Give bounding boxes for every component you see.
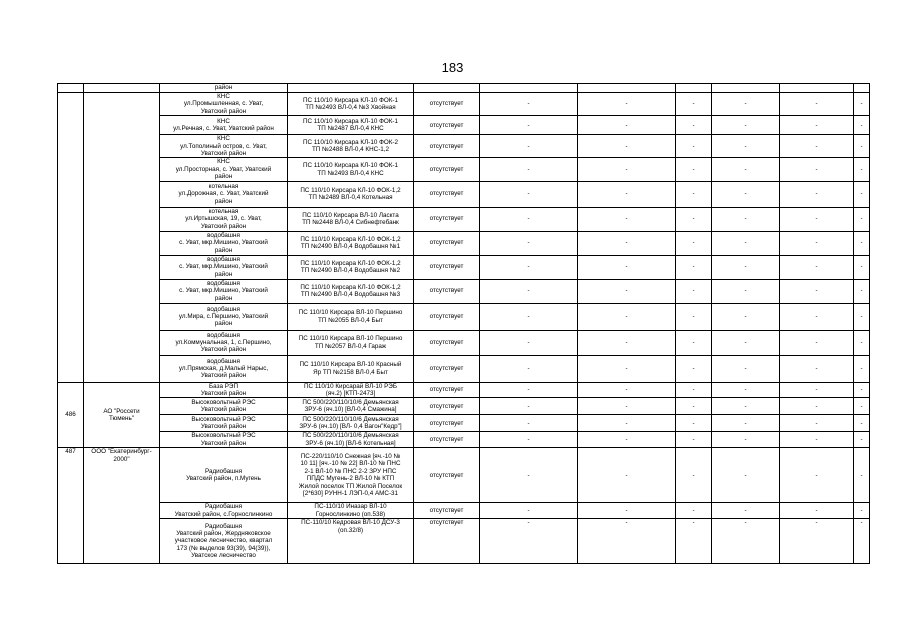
dash-cell: - [780, 519, 854, 564]
dash-cell: - [480, 503, 578, 519]
status-cell: отсутствует [414, 135, 480, 158]
dash-cell: - [578, 93, 676, 116]
dash-cell: - [676, 415, 712, 432]
dash-cell: - [578, 181, 676, 207]
dash-cell: - [676, 355, 712, 382]
object-cell: Радиобашня Уватский район, Жердняковское участковое лесничество, квартал 173 (№ выделов 93(39), 94(39)), Уватское лесничество [160, 519, 288, 564]
dash-cell: - [854, 355, 870, 382]
dash-cell: - [578, 355, 676, 382]
dash-cell: - [676, 503, 712, 519]
dash-cell: - [712, 503, 780, 519]
dash-cell: - [578, 279, 676, 303]
dash-cell: - [578, 135, 676, 158]
dash-cell: - [780, 181, 854, 207]
dash-cell: - [780, 116, 854, 135]
dash-cell: - [578, 231, 676, 255]
dash-cell: - [854, 330, 870, 355]
dash-cell: - [712, 255, 780, 279]
dash-cell: - [712, 432, 780, 448]
organization-cell: ООО "Екатеринбург- 2000" [84, 448, 160, 564]
dash-cell: - [676, 116, 712, 135]
object-cell: Радиобашня Уватский район, п.Мугень [160, 448, 288, 503]
dash-cell: - [676, 519, 712, 564]
table-row [58, 303, 870, 330]
header-strip-row [58, 84, 870, 93]
dash-cell: - [780, 231, 854, 255]
dash-cell: - [578, 448, 676, 503]
dash-cell: - [854, 382, 870, 398]
dash-cell: - [712, 330, 780, 355]
status-cell: отсутствует [414, 93, 480, 116]
header-strip-cell [676, 84, 712, 93]
dash-cell: - [578, 503, 676, 519]
header-strip-cell [58, 84, 84, 93]
dash-cell: - [854, 207, 870, 231]
dash-cell: - [712, 279, 780, 303]
dash-cell: - [676, 303, 712, 330]
dash-cell: - [480, 303, 578, 330]
table-row [58, 207, 870, 231]
table-row [58, 448, 870, 503]
header-strip-cell [712, 84, 780, 93]
table-row [58, 255, 870, 279]
status-cell: отсутствует [414, 330, 480, 355]
table-row [58, 279, 870, 303]
status-cell: отсутствует [414, 432, 480, 448]
dash-cell: - [578, 255, 676, 279]
dash-cell: - [480, 432, 578, 448]
power-source-cell: ПС 110/10 Кирсара КЛ-10 ФОК-1,2 ТП №2490 ВЛ-0,4 Водобашня №3 [288, 279, 414, 303]
dash-cell: - [780, 207, 854, 231]
dash-cell: - [676, 231, 712, 255]
status-cell: отсутствует [414, 181, 480, 207]
object-cell: водобашня с. Уват, мкр.Мишино, Уватский район [160, 255, 288, 279]
power-source-cell: ПС 110/10 Кирсара ВЛ-10 Красный Яр ТП №2158 ВЛ-0,4 Быт [288, 355, 414, 382]
dash-cell: - [780, 355, 854, 382]
dash-cell: - [578, 207, 676, 231]
status-cell: отсутствует [414, 382, 480, 398]
dash-cell: - [854, 93, 870, 116]
dash-cell: - [578, 398, 676, 415]
table-row [58, 330, 870, 355]
power-source-cell: ПС 110/10 Кирсара КЛ-10 ФОК-1 ТП №2493 ВЛ-0,4 №3 Хвойная [288, 93, 414, 116]
object-cell: водобашня ул.Мира, с.Першино, Уватский район [160, 303, 288, 330]
dash-cell: - [712, 135, 780, 158]
table-row [58, 398, 870, 415]
power-source-cell: ПС 110/10 Кирсара КЛ-10 ФОК-2 ТП №2488 ВЛ-0,4 КНС-1,2 [288, 135, 414, 158]
table-row [58, 158, 870, 181]
dash-cell: - [780, 279, 854, 303]
power-source-cell: ПС 110/10 Кирсара КЛ-10 ФОК-1,2 ТП №2490 ВЛ-0,4 Водобашня №2 [288, 255, 414, 279]
dash-cell: - [712, 519, 780, 564]
power-source-cell: ПС 110/10 Кирсарай ВЛ-10 РЭБ (яч.2) [КТП-2473] [288, 382, 414, 398]
dash-cell: - [480, 330, 578, 355]
object-cell: КНС ул.Тополиный остров, с. Уват, Уватский район [160, 135, 288, 158]
table-row [58, 135, 870, 158]
dash-cell: - [780, 158, 854, 181]
dash-cell: - [480, 158, 578, 181]
row-number-cell [58, 93, 84, 383]
dash-cell: - [854, 135, 870, 158]
status-cell: отсутствует [414, 448, 480, 503]
header-strip-cell [780, 84, 854, 93]
dash-cell: - [854, 398, 870, 415]
status-cell: отсутствует [414, 303, 480, 330]
dash-cell: - [676, 93, 712, 116]
power-source-cell: ПС 110/10 Кирсара ВЛ-10 Першино ТП №2057 ВЛ-0,4 Гараж [288, 330, 414, 355]
status-cell: отсутствует [414, 255, 480, 279]
dash-cell: - [480, 181, 578, 207]
dash-cell: - [712, 158, 780, 181]
header-strip-cell: район [160, 84, 288, 93]
table-row [58, 503, 870, 519]
row-number-cell: 487 [58, 448, 84, 564]
status-cell: отсутствует [414, 415, 480, 432]
object-cell: КНС ул.Речная, с. Уват, Уватский район [160, 116, 288, 135]
dash-cell: - [712, 231, 780, 255]
dash-cell: - [578, 519, 676, 564]
dash-cell: - [712, 415, 780, 432]
dash-cell: - [676, 330, 712, 355]
dash-cell: - [578, 382, 676, 398]
status-cell: отсутствует [414, 158, 480, 181]
dash-cell: - [676, 398, 712, 415]
dash-cell: - [854, 503, 870, 519]
object-cell: котельная ул.Иртышская, 19, с. Уват, Уватский район [160, 207, 288, 231]
object-cell: КНС ул.Промышленная, с. Уват, Уватский район [160, 93, 288, 116]
dash-cell: - [712, 355, 780, 382]
dash-cell: - [780, 503, 854, 519]
object-cell: котельная ул.Дорожная, с. Уват, Уватский район [160, 181, 288, 207]
status-cell: отсутствует [414, 231, 480, 255]
header-strip-cell [414, 84, 480, 93]
power-source-cell: ПС 500/220/110/10/6 Демьянская ЗРУ-6 (яч.10) [ВЛ-0,4 Смажина] [288, 398, 414, 415]
dash-cell: - [780, 135, 854, 158]
dash-cell: - [854, 158, 870, 181]
status-cell: отсутствует [414, 279, 480, 303]
table-row [58, 432, 870, 448]
dash-cell: - [676, 181, 712, 207]
organization-cell [84, 93, 160, 383]
dash-cell: - [854, 116, 870, 135]
status-cell: отсутствует [414, 519, 480, 564]
dash-cell: - [712, 93, 780, 116]
page-number: 183 [441, 60, 464, 75]
table-row [58, 231, 870, 255]
dash-cell: - [480, 279, 578, 303]
table-row [58, 355, 870, 382]
dash-cell: - [712, 116, 780, 135]
object-cell: водобашня ул.Коммунальная, 1, с.Першино, Уватский район [160, 330, 288, 355]
dash-cell: - [854, 231, 870, 255]
document-table [57, 83, 870, 564]
dash-cell: - [480, 116, 578, 135]
power-source-cell: ПС 110/10 Кирсара ВЛ-10 Ласкта ТП №2448 ВЛ-0,4 Сибнефтебанк [288, 207, 414, 231]
power-source-cell: ПС 110/10 Кирсара КЛ-10 ФОК-1,2 ТП №2489 ВЛ-0,4 Котельная [288, 181, 414, 207]
dash-cell: - [854, 448, 870, 503]
dash-cell: - [676, 158, 712, 181]
object-cell: КНС ул.Просторная, с. Уват, Уватский район [160, 158, 288, 181]
power-source-cell: ПС 500/220/110/10/6 Демьянская ЗРУ-6 (яч.10) [ВЛ-6 Котельная] [288, 432, 414, 448]
dash-cell: - [854, 519, 870, 564]
header-strip-cell [288, 84, 414, 93]
header-strip-cell [480, 84, 578, 93]
dash-cell: - [854, 415, 870, 432]
dash-cell: - [480, 255, 578, 279]
power-source-cell: ПС-110/10 Иназар ВЛ-10 Горнослинкино (оп.538) [288, 503, 414, 519]
power-source-cell: ПС 110/10 Кирсара ВЛ-10 Першино ТП №2055 ВЛ-0,4 Быт [288, 303, 414, 330]
object-cell: водобашня с. Уват, мкр.Мишино, Уватский район [160, 279, 288, 303]
dash-cell: - [854, 255, 870, 279]
dash-cell: - [480, 382, 578, 398]
dash-cell: - [480, 93, 578, 116]
dash-cell: - [712, 398, 780, 415]
dash-cell: - [854, 279, 870, 303]
table-row [58, 93, 870, 116]
dash-cell: - [676, 135, 712, 158]
dash-cell: - [480, 519, 578, 564]
dash-cell: - [480, 207, 578, 231]
dash-cell: - [480, 398, 578, 415]
dash-cell: - [780, 398, 854, 415]
table-body [58, 84, 870, 564]
object-cell: Высоковольтный РЭС Уватский район [160, 415, 288, 432]
dash-cell: - [712, 207, 780, 231]
dash-cell: - [578, 415, 676, 432]
table-row [58, 382, 870, 398]
power-source-cell: ПС-220/110/10 Снежная [яч.-10 № 10 11] [яч.-10 № 22] ВЛ-10 № ПНС 2-1 ВЛ-10 № ПНС 2-2 ЗРУ НПС ППДС Мугень-2 ВЛ-10 № КТП Жилой поселок ТП Жилой Поселок [2*630] РУНН-1 ЛЭП-0,4 АМС-31 [288, 448, 414, 503]
object-cell: База РЭП Уватский район [160, 382, 288, 398]
power-source-cell: ПС-110/10 Кедровая ВЛ-10 ДСУ-3 (оп.32/8) [288, 519, 414, 564]
dash-cell: - [780, 448, 854, 503]
table-row [58, 116, 870, 135]
header-strip-cell [578, 84, 676, 93]
status-cell: отсутствует [414, 398, 480, 415]
dash-cell: - [578, 158, 676, 181]
dash-cell: - [676, 432, 712, 448]
object-cell: водобашня ул.Прямская, д.Малый Нарыс, Уватский район [160, 355, 288, 382]
dash-cell: - [854, 303, 870, 330]
dash-cell: - [854, 432, 870, 448]
dash-cell: - [480, 135, 578, 158]
status-cell: отсутствует [414, 207, 480, 231]
dash-cell: - [578, 116, 676, 135]
object-cell: водобашня с. Уват, мкр.Мишино, Уватский район [160, 231, 288, 255]
dash-cell: - [712, 181, 780, 207]
dash-cell: - [480, 448, 578, 503]
dash-cell: - [780, 330, 854, 355]
dash-cell: - [676, 448, 712, 503]
dash-cell: - [780, 93, 854, 116]
dash-cell: - [854, 181, 870, 207]
row-number-cell: 486 [58, 382, 84, 448]
dash-cell: - [712, 382, 780, 398]
dash-cell: - [780, 255, 854, 279]
power-source-cell: ПС 110/10 Кирсара КЛ-10 ФОК-1 ТП №2487 ВЛ-0,4 КНС [288, 116, 414, 135]
dash-cell: - [780, 432, 854, 448]
header-strip-cell [84, 84, 160, 93]
dash-cell: - [676, 255, 712, 279]
dash-cell: - [480, 231, 578, 255]
header-strip-cell [854, 84, 870, 93]
dash-cell: - [676, 382, 712, 398]
dash-cell: - [480, 355, 578, 382]
dash-cell: - [676, 279, 712, 303]
object-cell: Высоковольтный РЭС Уватский район [160, 432, 288, 448]
dash-cell: - [676, 207, 712, 231]
power-source-cell: ПС 110/10 Кирсара КЛ-10 ФОК-1 ТП №2493 ВЛ-0,4 КНС [288, 158, 414, 181]
status-cell: отсутствует [414, 355, 480, 382]
status-cell: отсутствует [414, 503, 480, 519]
dash-cell: - [578, 432, 676, 448]
power-source-cell: ПС 110/10 Кирсара КЛ-10 ФОК-1,2 ТП №2490 ВЛ-0,4 Водобашня №1 [288, 231, 414, 255]
organization-cell: АО "Россети Тюмень" [84, 382, 160, 448]
object-cell: Высоковольтный РЭС Уватский район [160, 398, 288, 415]
dash-cell: - [780, 382, 854, 398]
dash-cell: - [712, 448, 780, 503]
status-cell: отсутствует [414, 116, 480, 135]
table-row [58, 181, 870, 207]
dash-cell: - [578, 303, 676, 330]
dash-cell: - [780, 415, 854, 432]
dash-cell: - [578, 330, 676, 355]
dash-cell: - [480, 415, 578, 432]
power-source-cell: ПС 500/220/110/10/6 Демьянская ЗРУ-6 (яч.10) [ВЛ- 0,4 Вагон"Кедр"] [288, 415, 414, 432]
dash-cell: - [712, 303, 780, 330]
object-cell: Радиобашня Уватский район, с.Горнослинкино [160, 503, 288, 519]
dash-cell: - [780, 303, 854, 330]
table-row [58, 415, 870, 432]
table-row [58, 519, 870, 564]
